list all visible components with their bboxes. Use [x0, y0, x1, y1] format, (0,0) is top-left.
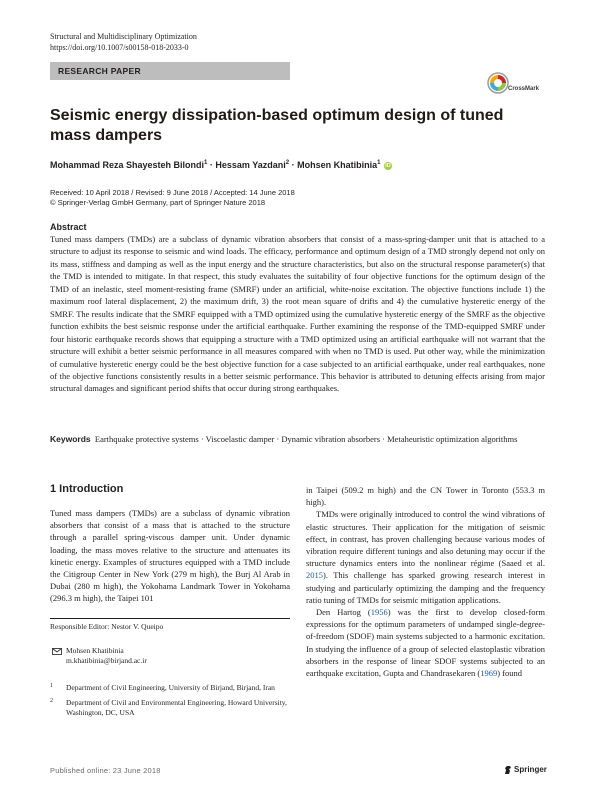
- paragraph-text: ) found: [497, 668, 522, 679]
- article-title: Seismic energy dissipation-based optimum design of tuned mass dampers: [50, 107, 504, 144]
- footnote-divider: [50, 618, 290, 619]
- contact-author-name: Mohsen Khatibinia: [66, 646, 124, 655]
- envelope-icon: [52, 648, 62, 655]
- contact-author-email[interactable]: m.khatibinia@birjand.ac.ir: [66, 656, 147, 665]
- author-affiliation-mark: 1: [377, 160, 381, 166]
- affiliation-text: Department of Civil Engineering, University of Birjand, Birjand, Iran: [66, 683, 275, 692]
- paragraph: in Taipei (509.2 m high) and the CN Tower in Toronto (553.3 m high).: [306, 485, 545, 508]
- keywords-block: [50, 433, 545, 445]
- intro-column-right: [306, 484, 545, 679]
- paragraph-text: ) was the first to develop closed-form expressions for the optimum parameters of undamped single-degree-of-freedom (SDOF) main systems subjected to a harmonic excitation. In studying the influence of a group of selected elastoplastic vibration absorbers in the response of linear SDOF systems subjected to an earthquake excitation, Gupta and Chandrasekaren (: [306, 607, 545, 679]
- orcid-icon[interactable]: iD: [385, 163, 391, 169]
- article-type-band: [50, 62, 290, 80]
- keywords-text: Earthquake protective systems · Viscoelastic damper · Dynamic vibration absorbers · Metaheuristic optimization algorithms: [94, 434, 518, 444]
- citation-link[interactable]: 1969: [480, 668, 498, 679]
- paragraph-text: ). This challenge has sparked growing research interest in studying and particularly optimizing the damping and the frequency ratio tuning of TMDs for seismic mitigation applications.: [306, 570, 545, 605]
- author-affiliation-mark: 2: [285, 160, 290, 166]
- springer-horse-icon: [503, 765, 513, 775]
- abstract-heading: Abstract: [50, 222, 87, 232]
- author-name[interactable]: Mohammad Reza Shayesteh Bilondi: [50, 160, 205, 170]
- affiliation-number: 1: [50, 683, 53, 689]
- author-affiliation-mark: 1: [204, 160, 208, 166]
- abstract-text: Tuned mass dampers (TMDs) are a subclass of dynamic vibration absorbers that consist of a mass-spring-damper unit that is attached to a structure to adjust its response to seismic and wind loads. The efficacy, performance and optimum design of a TMD strongly depend not only on its mass, stiffness and damping as well as the input energy and the structure characteristics, but also on the structural response parameter(s) that the TMD is intended to mitigate. In that respect, this study evaluates the suitability of four objective functions for the optimum design of the TMD of an inelastic, steel moment-resisting frame (SMRF) under an artificial, white-noise excitation. The objective functions include 1) the maximum roof lateral displacement, 2) the maximum drift, 3) the root mean square of drifts and 4) the cumulative hysteretic energy of the SMRF. The results indicate that the SMRF equipped with a TMD optimized using the cumulative hysteretic energy of the SMRF as the objective function exhibits the best seismic response under the artificial earthquake. Further examining the response of the TMD-equipped SMRF under four historic earthquake records shows that equipping a structure with a TMD optimized using an artificial earthquake will not warrant that the structure will exhibit a better seismic performance in all measures compared with when no TMD is used. Put other way, while the minimization of cumulative hysteretic energy could be the best objective function for a case subjected to an artificial earthquake, under real earthquakes, none of the objective functions consistently results in a better seismic performance. This behavior is attributed to detuning effects arising from major structural damages and significant period shifts that occur during strong earthquakes.: [50, 234, 545, 394]
- author-name[interactable]: Mohsen Khatibinia: [297, 160, 378, 170]
- intro-column-left: Tuned mass dampers (TMDs) are a subclass of dynamic vibration absorbers that consist of a mass that is attached to the structure through a parallel spring-viscous damper unit. Under dynamic loading, the mass moves relative to the structure and attenuates its kinetic energy. Examples of structures equipped with a TMD include the Citigroup Center in New York (279 m high), the Burj Al Arab in Dubai (280 m high), the Yokohama Landmark Tower in Yokohama (296.3 m high), the Taipei 101: [50, 508, 290, 604]
- paragraph-text: TMDs were originally introduced to control the wind vibrations of elastic structures. Their application for the mitigation of seismic effect, in contrast, has proven challenging because various modes of vibration require different tunings and also detuning may occur if the structure dynamics enters into the nonlinear régime (Saaed et al.: [306, 509, 545, 569]
- citation-link[interactable]: 2015: [306, 570, 323, 581]
- author-separator: ·: [207, 160, 216, 170]
- paragraph: [306, 606, 545, 679]
- keywords-heading: Keywords: [50, 434, 91, 444]
- crossmark-label: CrossMark: [508, 86, 540, 92]
- paragraph: [306, 508, 545, 606]
- copyright-notice: © Springer-Verlag GmbH Germany, part of Springer Nature 2018: [50, 198, 266, 207]
- journal-name: Structural and Multidisciplinary Optimization: [50, 32, 197, 41]
- affiliation-number: 2: [50, 698, 53, 704]
- responsible-editor: Responsible Editor: Nestor V. Queipo: [50, 622, 164, 631]
- crossmark-badge[interactable]: [487, 72, 547, 96]
- affiliation-text: Department of Civil and Environmental Engineering, Howard University, Washington, DC, USA: [66, 698, 287, 717]
- doi-link[interactable]: https://doi.org/10.1007/s00158-018-2033-0: [50, 43, 189, 52]
- crossmark-icon: [487, 72, 509, 94]
- author-name[interactable]: Hessam Yazdani: [215, 160, 286, 170]
- published-online-date: Published online: 23 June 2018: [50, 766, 161, 775]
- article-dates: Received: 10 April 2018 / Revised: 9 June 2018 / Accepted: 14 June 2018: [50, 188, 295, 197]
- author-separator: ·: [289, 160, 298, 170]
- paragraph-text: Den Hartog (: [316, 607, 371, 618]
- springer-logo: [503, 764, 553, 776]
- article-type-label: RESEARCH PAPER: [58, 66, 141, 76]
- author-list: [50, 157, 392, 171]
- springer-label: Springer: [514, 765, 547, 774]
- citation-link[interactable]: 1956: [370, 607, 388, 618]
- section-heading: 1 Introduction: [50, 483, 124, 495]
